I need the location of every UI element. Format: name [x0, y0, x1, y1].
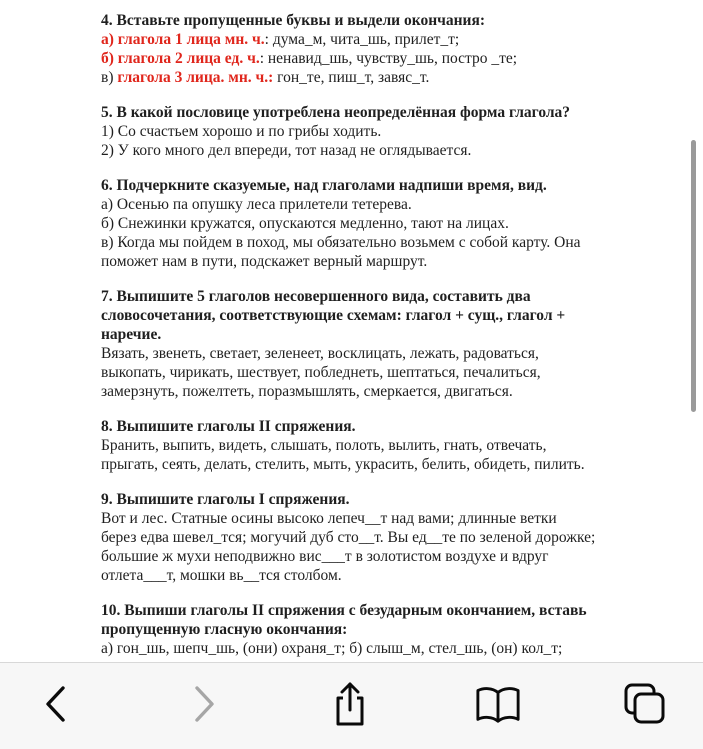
q6-title: 6. Подчеркните сказуемые, над глаголами надпиши время, вид. — [101, 177, 547, 194]
q9-title: 9. Выпишите глаголы I спряжения. — [101, 491, 350, 508]
bookmarks-button[interactable] — [475, 681, 521, 727]
q9-line-2: берез едва шевел_тся; могучий дуб сто__т. Вы ед__те по зеленой дорожке; — [101, 529, 596, 546]
q10-line-1: а) гон_шь, шепч_шь, (они) охраня_т; б) слыш_м, стел_шь, (он) кол_т; — [101, 640, 563, 657]
share-button[interactable] — [327, 681, 373, 727]
browser-toolbar — [0, 662, 703, 749]
chevron-left-icon — [41, 684, 71, 724]
q10-title-2: пропущенную гласную окончания: — [101, 621, 348, 638]
chevron-right-icon — [189, 684, 219, 724]
q4-a-label: а) глагола 1 лица мн. ч. — [101, 31, 265, 48]
back-button[interactable] — [33, 681, 79, 727]
forward-button[interactable] — [181, 681, 227, 727]
q4-a-text: : дума_м, чита_шь, прилет_т; — [264, 31, 460, 48]
q4-b-text: : ненавид_шь, чувству_шь, постро _те; — [259, 50, 518, 67]
q7-line-1: Вязать, звенеть, светает, зеленеет, восклицать, лежать, радоваться, — [101, 345, 539, 362]
q4-c-text: гон_те, пиш_т, завяс_т. — [273, 69, 430, 86]
q6-line-4: поможет нам в пути, подскажет верный маршрут. — [101, 253, 428, 270]
scrollbar[interactable] — [691, 140, 696, 412]
q7-line-3: замерзнуть, пожелтеть, поразмышлять, смеркается, двигаться. — [101, 383, 513, 400]
q5-line-2: 2) У кого много дел впереди, тот назад не оглядывается. — [101, 142, 472, 159]
q9-line-1: Вот и лес. Статные осины высоко лепеч__т над вами; длинные ветки — [101, 510, 557, 527]
book-icon — [475, 684, 521, 724]
q4-line-b — [101, 49, 517, 68]
q7-title-1: 7. Выпишите 5 глаголов несовершенного вида, составить два — [101, 288, 531, 305]
q4-line-a — [101, 30, 459, 49]
q6-line-2: б) Снежинки кружатся, опускаются медленно, тают на лицах. — [101, 215, 509, 232]
q8-line-1: Бранить, выпить, видеть, слышать, полоть, вылить, гнать, отвечать, — [101, 437, 547, 454]
q4-c-prefix: в) — [101, 69, 118, 86]
q4-line-c — [101, 68, 429, 87]
q7-title-2: словосочетания, соответствующие схемам: глагол + сущ., глагол + — [101, 307, 566, 324]
q9-line-3: большие ж мухи неподвижно вис___т в золотистом воздухе и вдруг — [101, 548, 549, 565]
share-icon — [330, 681, 370, 727]
q10-title-1: 10. Выпиши глаголы II спряжения с безударным окончанием, вставь — [101, 602, 587, 619]
q8-title: 8. Выпишите глаголы II спряжения. — [101, 418, 356, 435]
tabs-button[interactable] — [622, 681, 668, 727]
q5-line-1: 1) Со счастьем хорошо и по грибы ходить. — [101, 123, 382, 140]
q5-title: 5. В какой пословице употреблена неопределённая форма глагола? — [101, 104, 571, 121]
q4-c-label: глагола 3 лица. мн. ч.: — [117, 69, 274, 86]
q7-title-3: наречие. — [101, 326, 162, 343]
tabs-icon — [622, 681, 668, 727]
q7-line-2: выкопать, чирикать, шествует, побледнеть, шептаться, печалиться, — [101, 364, 541, 381]
q4-title: 4. Вставьте пропущенные буквы и выдели окончания: — [101, 12, 486, 29]
q8-line-2: прыгать, сеять, делать, стелить, мыть, украсить, белить, обидеть, пилить. — [101, 456, 585, 473]
q6-line-1: а) Осенью па опушку леса прилетели тетерева. — [101, 196, 412, 213]
q4-b-label: б) глагола 2 лица ед. ч. — [101, 50, 260, 67]
q6-line-3: в) Когда мы пойдем в поход, мы обязательно возьмем с собой карту. Она — [101, 234, 581, 251]
q9-line-4: отлета___т, мошки вь__тся столбом. — [101, 567, 342, 584]
